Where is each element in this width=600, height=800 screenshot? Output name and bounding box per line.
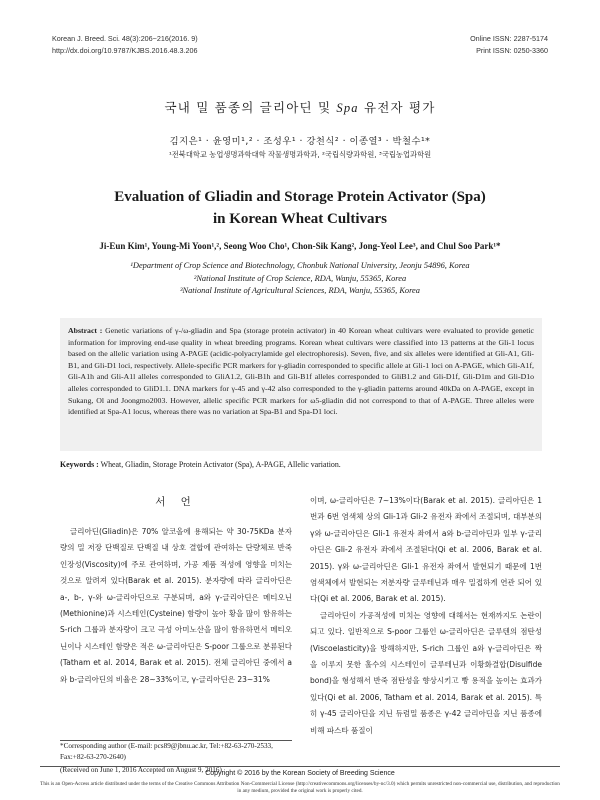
keywords [60,460,542,469]
title-english-line2: in Korean Wheat Cultivars [212,211,388,227]
intro-paragraph-2: 이며, ω-글리아딘은 7~13%이다(Barak et al. 2015). 글리아딘은 1번과 6번 염색체 상의 Gli-1과 Gli-2 유전자 좌에서 조절되며, 대부분의 γ와 ω-글리아딘은 Gli-1 유전자 좌에서 a와 b-글리아딘과 일부 γ-글리아딘은 Gli-2 유전자 좌에서 조절된다(Qi et al. 2006, Barak et al. 2015). γ와 ω-글리아딘은 Gli-1 유전자 좌에서 발현되기 때문에 1번 염색체에서 발현되는 저분자량 글루테닌과 매우 밀접하게 연관 되어 있다(Qi et al. 2006, Barak et al. 2015). [310,496,542,604]
intro-paragraph-3: 글리아딘이 가공적성에 미치는 영향에 대해서는 현재까지도 논란이 되고 있다. 일반적으로 S-poor 그룹인 ω-글리아딘은 글루텐의 점탄성(Viscoelasticity)을 방해하지만, S-rich 그룹인 a와 γ-글리아딘은 짝을 이루지 못한 홀수의 시스테인이 글루테닌과 이황화결합(Disulfide bond)을 형성해서 반죽 점탄성을 향상시키고 빵 용적을 높이는 효과가 있다(Qi et al. 2006, Tatham et al. 2014, Barak et al. 2015). 특히 γ-45 글리아딘을 지닌 듀럼밀 품종은 γ-42 글리아딘을 지닌 품종에 비해 파스타 품질이 [310,610,542,735]
title-korean-part: 국내 밀 품종의 글리아딘 및 [164,100,337,115]
authors-english: Ji-Eun Kim¹, Young-Mi Yoon¹,², Seong Woo Cho¹, Chon-Sik Kang², Jong-Yeol Lee³, and Chul Soo Park¹* [99,241,501,251]
affiliation-1: ¹Department of Crop Science and Biotechnology, Chonbuk National University, Jeonju 54896, Korea [130,261,470,270]
title-korean-part: 유전자 평가 [358,100,436,115]
footer-divider [40,766,560,767]
title-korean-spa: Spa [336,101,359,115]
title-english [0,186,600,230]
abstract-label: Abstract : [68,326,103,335]
left-column [60,524,292,688]
received-dates: (Received on June 1, 2016 Accepted on August 9, 2016) [60,766,222,774]
corresponding-author: *Corresponding author (E-mail: pcs89@jbnu.ac.kr, Tel:+82-63-270-2533, Fax:+82-63-270-2640) [60,742,273,761]
abstract-box [60,318,542,451]
affiliations-english [0,260,600,298]
authors-korean: 김지은¹ · 윤영미¹,² · 조성우¹ · 강천식² · 이종열³ · 박철수¹* [169,136,431,147]
intro-paragraph-1: 글리아딘(Gliadin)은 70% 알코올에 용해되는 약 30-75KDa 분자량의 밀 저장 단백질로 단백질 내 상호 결합에 관여하는 단량체로 반죽 인장성(Viscosity)에 주로 관여하며, 가공 제품 적성에 영향을 미치는 것으로 알려져 있다(Barak et al. 2015). 분자량에 따라 글리아딘은 a-, b-, γ-와 ω-글리아딘으로 구분되며, a와 γ-글리아딘은 메티오닌(Methionine)과 시스테인(Cysteine) 함량이 높아 황을 많이 함유하는 S-rich 그룹과 분자량이 크고 극성 아미노산을 많이 함유하면서 메티오닌이나 시스테인 함량은 적은 ω-글리아딘은 S-poor 그룹으로 분류된다(Tatham et al. 2014, Barak et al. 2015). 전체 글리아딘 중에서 a와 b-글리아딘의 비율은 28~33%이고, γ-글리아딘은 23~31% [60,527,292,684]
doi-link[interactable]: http://dx.doi.org/10.9787/KJBS.2016.48.3.206 [52,46,198,55]
affiliation-3: ³National Institute of Agricultural Sciences, RDA, Wanju, 55365, Korea [180,286,420,295]
keywords-label: Keywords : [60,460,99,469]
journal-citation: Korean J. Breed. Sci. 48(3):206~216(2016. 9) [52,34,198,43]
license-notice: This is an Open-Access article distributed under the terms of the Creative Commons Attribution Non-Commercial License (http://creativecommons.org/licenses/by-nc/3.0) which permits unrestricted non-commercial use, distribution, and reproduction in any medium, provided the original work is properly cited. [40,781,560,794]
title-english-line1: Evaluation of Gliadin and Storage Protein Activator (Spa) [114,189,486,205]
section-title-introduction: 서 언 [155,496,197,508]
online-issn: Online ISSN: 2287-5174 [470,34,548,43]
copyright-notice: Copyright © 2016 by the Korean Society of Breeding Science [205,770,395,777]
keywords-text: Wheat, Gliadin, Storage Protein Activator (Spa), A-PAGE, Allelic variation. [100,460,341,469]
abstract-text: Genetic variations of γ-/ω-gliadin and Spa (storage protein activator) in 40 Korean wheat cultivars were evaluated to provide genetic information for improving end-use quality in wheat breeding programs. Korean wheat cultivars were classified into 13 patterns at the Gli-1 locus based on the allelic variation using A-PAGE (acidic-polyacrylamide gel electrophoresis). Seven, five, and six alleles were identified at Gli-A1, Gli-B1, and Gli-D1 loci, respectively. Allele-specific PCR markers for γ-gliadin corresponded to specific allele at Gli-1 loci on A-PAGE, which Gli-A1f, Gli-A1h and Gli-A1l alleles corresponded to GliA1.2, Gli-B1h and Gli-B1f alleles corresponded to GliB1.2 and Gli-D1f, Gli-D1m and Gli-D1o alleles corresponded to GliD1.1. DNA markers for γ-45 and γ-42 also corresponded to the γ-gliadin patterns around 40kDa on A-PAGE, except in Sukang, Ol and Joongmo2003. However, allelic specific PCR markers for ω5-gliadin did not correspond to that of A-PAGE. Three alleles were identified at Spa-A1 locus, whereas there was no variation at Spa-B1 and Spa-D1 loci. [68,326,534,417]
affiliations-korean: ¹전북대학교 농업생명과학대학 작물생명과학과, ²국립식량과학원, ³국립농업과학원 [168,150,432,159]
right-column [310,493,542,739]
affiliation-2: ²National Institute of Crop Science, RDA, Wanju, 55365, Korea [193,273,407,283]
title-korean [0,98,600,116]
print-issn: Print ISSN: 0250-3360 [476,46,548,55]
